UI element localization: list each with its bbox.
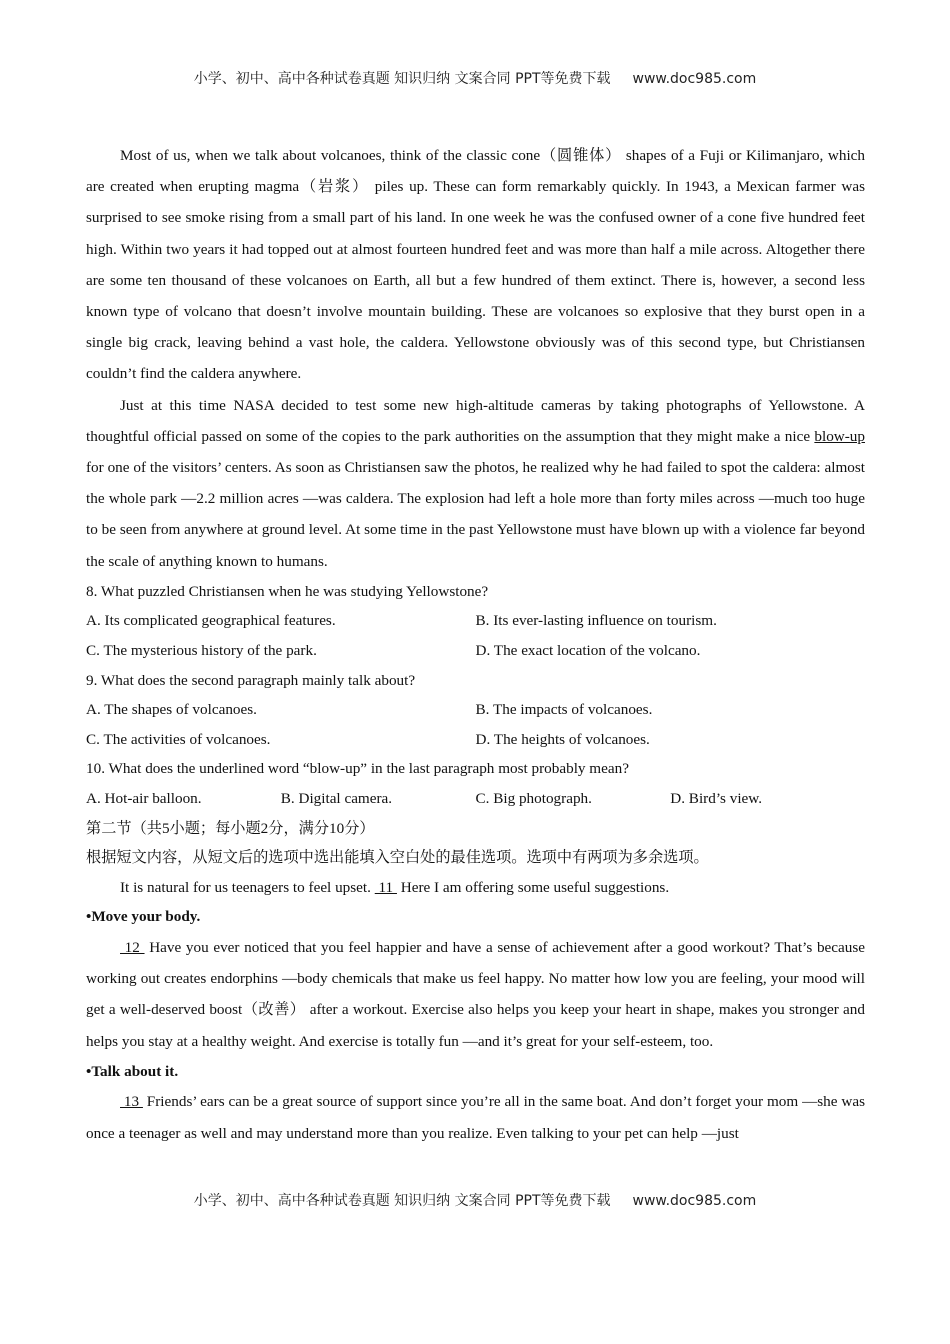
option-b: B. The impacts of volcanoes. xyxy=(475,701,653,719)
paragraph-12 xyxy=(86,932,865,1057)
intro-text-after: Here I am offering some useful suggestions. xyxy=(396,878,670,896)
option-d: D. Bird’s view. xyxy=(670,790,763,807)
page-footer xyxy=(0,1190,950,1210)
question-8 xyxy=(86,577,865,666)
options-row xyxy=(86,636,865,666)
footer-site-link[interactable]: www.doc985.com xyxy=(632,1193,757,1209)
question-stem: 9. What does the second paragraph mainly talk about? xyxy=(86,671,416,689)
options-row xyxy=(86,606,865,636)
blank-12: 12 xyxy=(120,938,145,956)
passage-paragraph-2 xyxy=(86,390,865,577)
underlined-word-blow-up: blow-up xyxy=(814,427,865,445)
option-c: C. The activities of volcanoes. xyxy=(86,730,271,748)
option-a: A. Hot-air balloon. xyxy=(86,790,202,807)
document-body xyxy=(86,140,865,1149)
header-site-link[interactable]: www.doc985.com xyxy=(632,71,757,87)
blank-11: 11 xyxy=(374,878,397,896)
p2-text-after: for one of the visitors’ centers. As soon as Christiansen saw the photos, he realized why he had failed to spot the caldera: almost the whole park —2.2 million acres —was caldera. The explosion had left a hole more than forty miles across —much too huge to be seen from anywhere at ground level. At some time in the past Yellowstone must have blown up with a violence far beyond the scale of anything known to humans. xyxy=(86,459,865,570)
section-2-instruction: 根据短文内容，从短文后的选项中选出能填入空白处的最佳选项。选项中有两项为多余选项。 xyxy=(86,849,709,867)
page-header xyxy=(0,68,950,88)
options-row xyxy=(86,784,865,814)
p2-text-before: Just at this time NASA decided to test some new high-altitude cameras by taking photographs of Yellowstone. A thoughtful official passed on some of the copies to the park authorities on the assumption that they might make a nice xyxy=(86,396,865,445)
question-stem: 8. What puzzled Christiansen when he was studying Yellowstone? xyxy=(86,582,489,600)
heading-move-your-body: •Move your body. xyxy=(86,908,201,926)
question-9 xyxy=(86,666,865,755)
options-row xyxy=(86,725,865,755)
paragraph-12-body: Have you ever noticed that you feel happier and have a sense of achievement after a good workout? That’s because working out creates endorphins —body chemicals that make us feel happy. No matter how low you are feeling, your mood will get a well-deserved boost（改善） after a workout. Exercise also helps you keep your heart in shape, makes you stronger and helps you stay at a healthy weight. And exercise is totally fun —and it’s great for your self-esteem, too. xyxy=(86,938,866,1050)
heading-talk-about-it: •Talk about it. xyxy=(86,1062,179,1080)
blank-13: 13 xyxy=(120,1093,143,1111)
option-c: C. Big photograph. xyxy=(475,790,592,807)
option-b: B. Digital camera. xyxy=(280,790,393,807)
option-d: D. The exact location of the volcano. xyxy=(475,642,701,660)
options-row xyxy=(86,695,865,725)
option-b: B. Its ever-lasting influence on tourism. xyxy=(475,612,717,630)
paragraph-13 xyxy=(86,1086,865,1148)
paragraph-12-text xyxy=(86,932,865,1057)
question-stem: 10. What does the underlined word “blow-up” in the last paragraph most probably mean? xyxy=(86,760,629,778)
section-2-intro xyxy=(86,873,865,903)
question-10 xyxy=(86,754,865,813)
section-2-title: 第二节（共5小题；每小题2分，满分10分） xyxy=(86,819,375,837)
option-c: C. The mysterious history of the park. xyxy=(86,642,317,660)
paragraph-13-text xyxy=(86,1086,865,1148)
option-d: D. The heights of volcanoes. xyxy=(475,730,650,748)
intro-text-before: It is natural for us teenagers to feel upset. xyxy=(120,878,375,896)
passage-paragraph-1: Most of us, when we talk about volcanoes, think of the classic cone（圆锥体） shapes of a Fuji or Kilimanjaro, which are created when erupting magma（岩浆） piles up. These can form remarkably quickly. In 1943, a Mexican farmer was surprised to see smoke rising from a small part of his land. In one week he was the confused owner of a cone five hundred feet high. Within two years it had topped out at almost fourteen hundred feet and was more than half a mile across. Altogether there are some ten thousand of these volcanoes on Earth, all but a few hundred of them extinct. There is, however, a second less known type of volcano that doesn’t involve mountain building. These are volcanoes so explosive that they burst open in a single big crack, leaving behind a vast hole, the caldera. Yellowstone obviously was of this second type, but Christiansen couldn’t find the caldera anywhere. xyxy=(86,147,865,383)
option-a: A. The shapes of volcanoes. xyxy=(86,701,257,719)
reading-passage xyxy=(86,140,865,577)
header-text: 小学、初中、高中各种试卷真题 知识归纳 文案合同 PPT等免费下载 xyxy=(193,71,611,87)
option-a: A. Its complicated geographical features. xyxy=(86,612,336,630)
footer-text: 小学、初中、高中各种试卷真题 知识归纳 文案合同 PPT等免费下载 xyxy=(193,1193,611,1209)
paragraph-13-body: Friends’ ears can be a great source of support since you’re all in the same boat. And don’t forget your mom —she was once a teenager as well and may understand more than you realize. Even talking to your pet can help —just xyxy=(86,1093,865,1142)
